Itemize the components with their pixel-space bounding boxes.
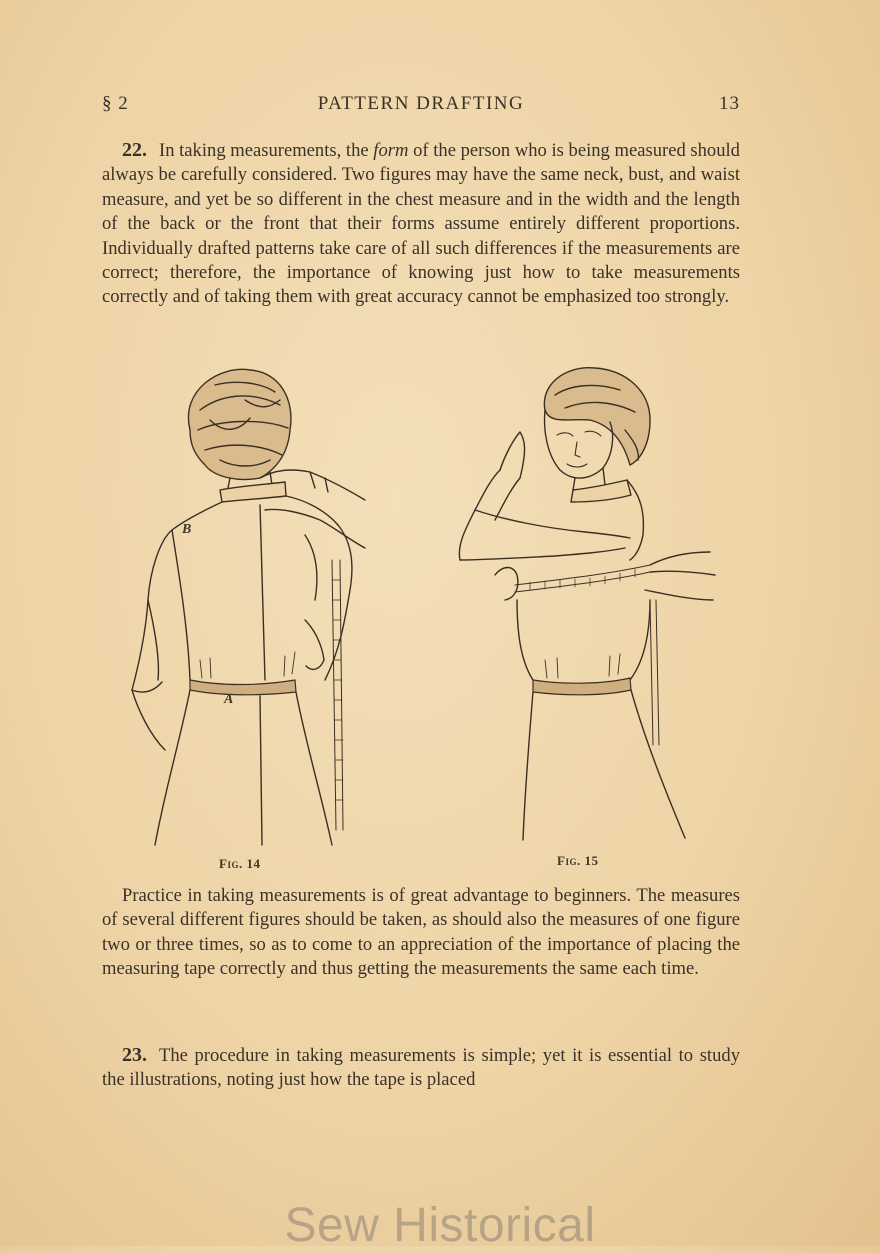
collar — [571, 480, 631, 502]
emphasized-word: form — [373, 140, 409, 161]
section-number: § 2 — [102, 93, 129, 114]
measuring-tape — [515, 565, 650, 592]
figure-14-illustration — [110, 360, 390, 860]
paragraph-practice: Practice in taking measurements is of great advantage to beginners. The measures of several different figures should be taken, as should also the measures of one figure two or three times, so as to come to an appreciation of the importance of placing the measuring tape correctly and thus getting the measurements the same each time. — [102, 885, 740, 980]
paragraph-text: The procedure in taking measurements is simple; yet it is essential to study the illustrations, noting just how the tape is placed — [102, 1045, 740, 1091]
hair-outline — [544, 368, 650, 465]
skirt-outline — [155, 690, 332, 845]
measuring-tape — [332, 560, 343, 830]
skirt-outline — [523, 690, 685, 840]
collar — [220, 482, 286, 502]
watermark: Sew Historical — [284, 1199, 596, 1252]
figure-15-illustration — [445, 360, 725, 860]
waist-band — [533, 678, 631, 695]
figure-label-a: A — [224, 692, 234, 707]
paragraph-text-start: In taking measurements, the — [159, 140, 369, 161]
figure-15-caption: Fig. 15 — [557, 853, 599, 868]
running-title: PATTERN DRAFTING — [317, 93, 525, 114]
page-number: 13 — [719, 93, 740, 114]
paragraph-number: 23. — [122, 1044, 147, 1066]
figure-14-caption: Fig. 14 — [219, 856, 261, 871]
paragraph-23 — [102, 1043, 740, 1093]
paragraph-22 — [102, 138, 740, 310]
paragraph-text-rest: of the person who is being measured should always be carefully considered. Two figures may have the same neck, bust, and waist measure, and yet be so different in the chest measure and in the width and the length of the back or the front that their forms assume entirely different proportions. Individually drafted patterns take care of all such differences if the measurements are correct; therefore, the importance of knowing just how to take measurements correctly and of taking them with great accuracy cannot be emphasized too strongly. — [102, 140, 740, 308]
paragraph-number: 22. — [122, 139, 147, 161]
figure-label-b: B — [182, 522, 192, 537]
waist-band — [190, 680, 296, 695]
running-header — [102, 93, 740, 119]
